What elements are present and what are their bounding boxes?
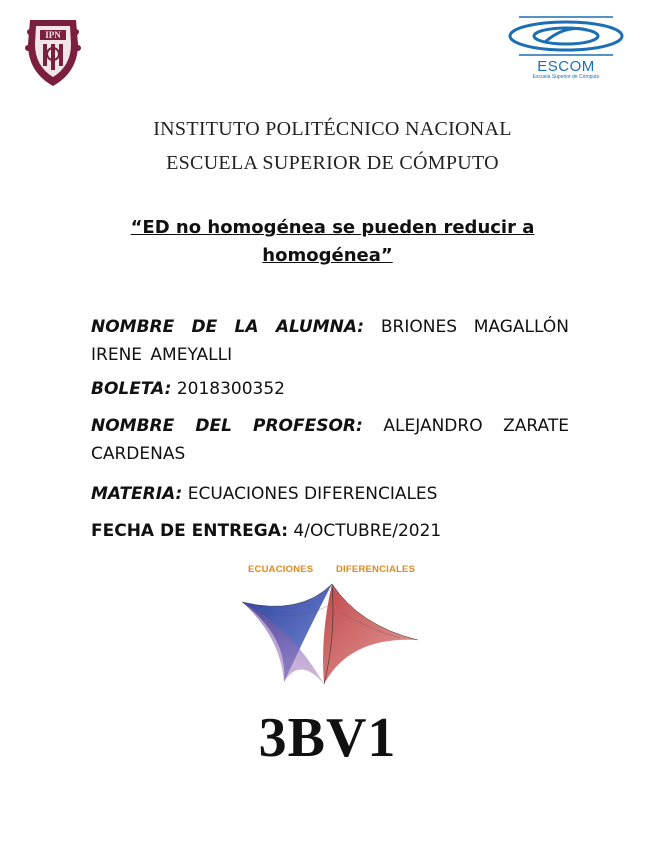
ipn-logo-text: IPN bbox=[45, 30, 61, 40]
institution-name: INSTITUTO POLITÉCNICO NACIONAL bbox=[153, 118, 512, 140]
group-code: 3BV1 bbox=[258, 707, 397, 769]
professor-value: ALEJANDRO ZARATE CARDENAS bbox=[91, 416, 569, 464]
school-name: ESCUELA SUPERIOR DE CÓMPUTO bbox=[166, 152, 499, 174]
delivery-date-label: FECHA DE ENTREGA: bbox=[91, 521, 289, 541]
differential-equations-figure bbox=[240, 556, 422, 690]
student-name-label: NOMBRE DE LA ALUMNA: bbox=[91, 317, 365, 337]
subject-field bbox=[91, 480, 569, 508]
student-name-field bbox=[91, 313, 569, 369]
escom-emblem-icon bbox=[505, 14, 627, 58]
delivery-date-value: 4/OCTUBRE/2021 bbox=[293, 521, 442, 541]
professor-label: NOMBRE DEL PROFESOR: bbox=[91, 416, 363, 436]
student-name-value: BRIONES MAGALLÓN IRENE AMEYALLI bbox=[91, 317, 569, 365]
surface-plot-icon bbox=[240, 556, 422, 690]
figure-word-ecuaciones: ECUACIONES bbox=[248, 564, 314, 575]
escom-subtitle: Escuela Superior de Cómputo bbox=[532, 74, 600, 80]
ipn-logo bbox=[22, 14, 84, 90]
escom-logo bbox=[505, 14, 627, 80]
delivery-date-field bbox=[91, 517, 569, 545]
document-title-line2: homogénea” bbox=[262, 245, 393, 266]
professor-field bbox=[91, 412, 569, 468]
escom-wordmark: ESCOM bbox=[537, 58, 595, 75]
figure-word-diferenciales: DIFERENCIALES bbox=[336, 564, 416, 575]
boleta-value: 2018300352 bbox=[176, 379, 285, 399]
subject-label: MATERIA: bbox=[91, 484, 183, 504]
boleta-label: BOLETA: bbox=[91, 379, 172, 399]
subject-value: ECUACIONES DIFERENCIALES bbox=[187, 484, 438, 504]
document-title-line1: “ED no homogénea se pueden reducir a bbox=[130, 217, 535, 238]
boleta-field bbox=[91, 375, 569, 403]
